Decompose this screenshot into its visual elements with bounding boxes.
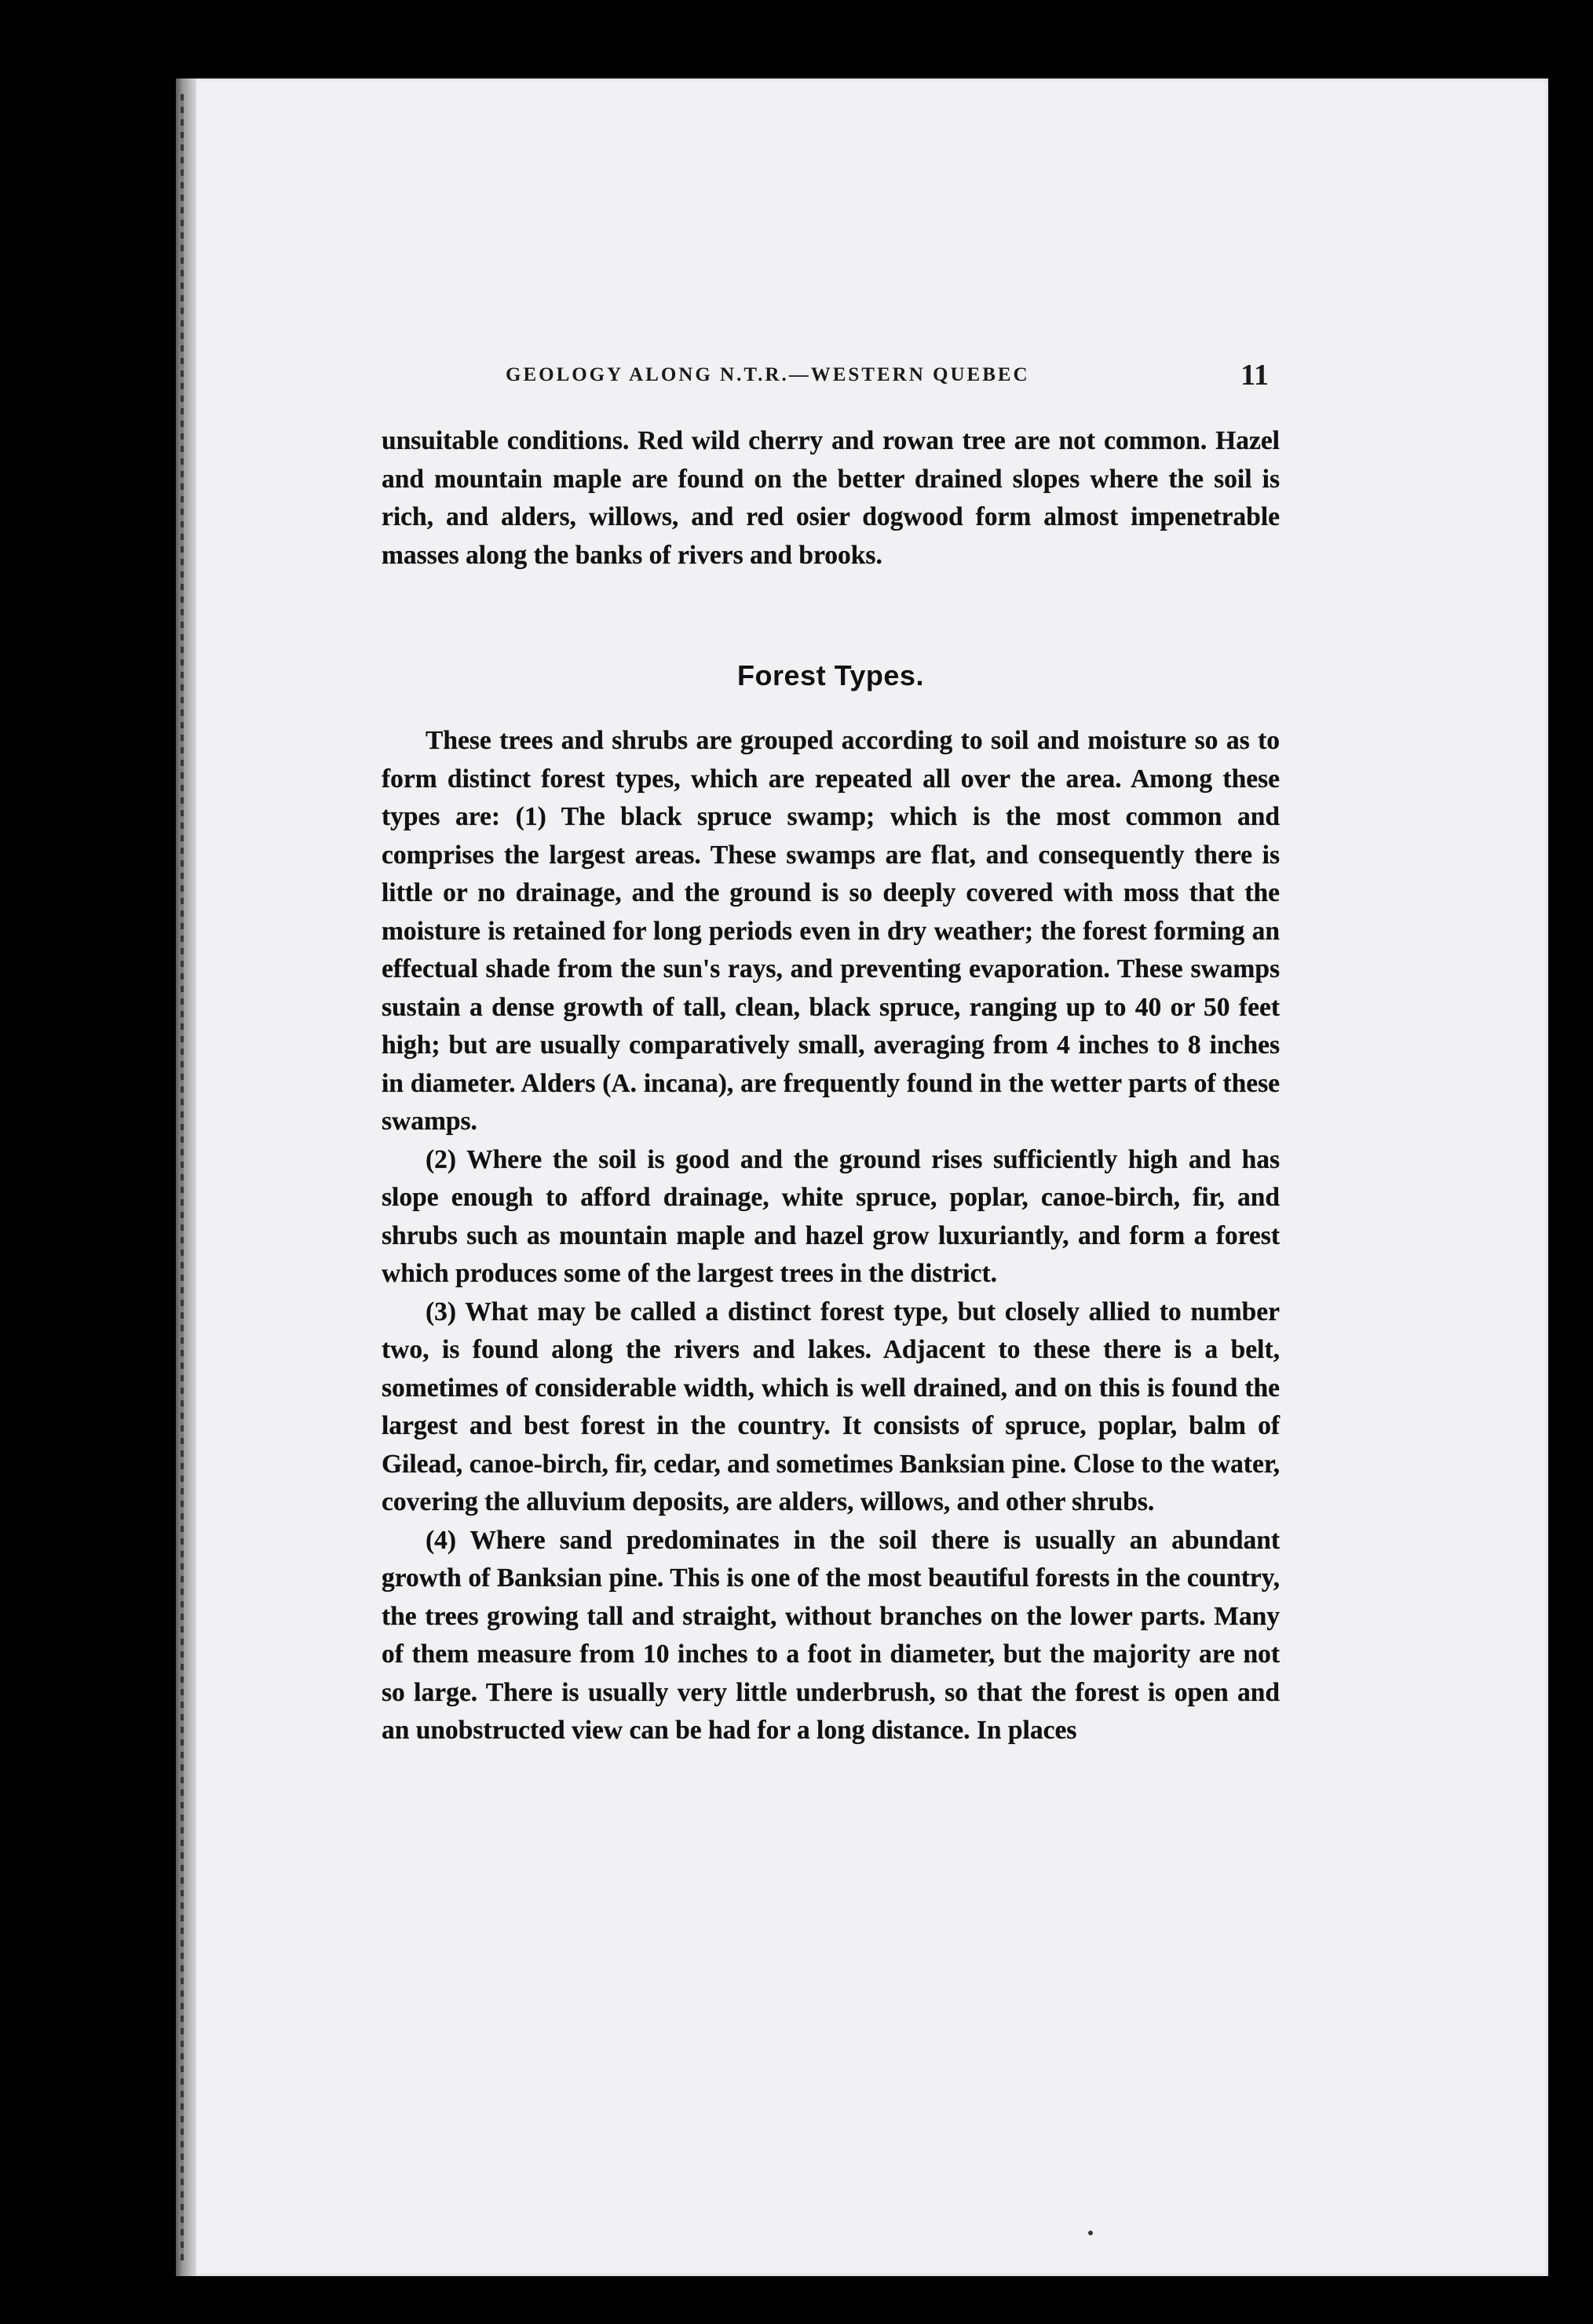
page-binding-edge <box>176 78 196 2276</box>
paragraph-type-four: (4) Where sand predominates in the soil there is usually an abundant growth of Banksian pine. This is one of the most beautiful forests in the country, the trees growing tall and straight, without branches on the lower parts. Many of them measure from 10 inches to a foot in diameter, but the majority are not so large. There is usually very little underbrush, so that the forest is open and an unobstructed view can be had for a long distance. In places <box>382 1525 1280 1745</box>
speck-mark <box>1088 2231 1093 2235</box>
paragraph-type-two: (2) Where the soil is good and the ground rises sufficiently high and has slope enough to afford drainage, white spruce, poplar, canoe-birch, fir, and shrubs such as mountain maple and hazel grow luxuriantly, and form a forest which produces some of the largest trees in the district. <box>382 1144 1280 1288</box>
body-paragraphs <box>382 722 1280 1750</box>
running-head-title: GEOLOGY ALONG N.T.R.—WESTERN QUEBEC <box>506 364 1030 385</box>
opening-paragraph: unsuitable conditions. Red wild cherry and rowan tree are not common. Hazel and mountain maple are found on the better drained slopes where the soil is rich, and alders, willows, and red osier dogwood form almost impenetrable masses along the banks of rivers and brooks. <box>382 426 1280 570</box>
opening-paragraph-block <box>382 422 1280 575</box>
page-number: 11 <box>1240 359 1269 392</box>
section-title: Forest Types. <box>737 659 924 691</box>
paragraph-black-spruce-swamp: These trees and shrubs are grouped according to soil and moisture so as to form distinct forest types, which are repeated all over the area. Among these types are: (1) The black spruce swamp; which is the most common and comprises the largest areas. These swamps are flat, and consequently there is little or no drainage, and the ground is so deeply covered with moss that the moisture is retained for long periods even in dry weather; the forest forming an effectual shade from the sun's rays, and preventing evaporation. These swamps sustain a dense growth of tall, clean, black spruce, ranging up to 40 or 50 feet high; but are usually comparatively small, averaging from 4 inches to 8 inches in diameter. Alders (A. incana), are frequently found in the wetter parts of these swamps. <box>382 726 1280 1136</box>
binding-stitch-line <box>181 94 184 2260</box>
running-head <box>386 355 1281 402</box>
paragraph-type-three: (3) What may be called a distinct forest type, but closely allied to number two, is found along the rivers and lakes. Adjacent to these there is a belt, sometimes of considerable width, which is well drained, and on this is found the largest and best forest in the country. It consists of spruce, poplar, balm of Gilead, canoe-birch, fir, cedar, and sometimes Banksian pine. Close to the water, covering the alluvium deposits, are alders, willows, and other shrubs. <box>382 1297 1280 1516</box>
